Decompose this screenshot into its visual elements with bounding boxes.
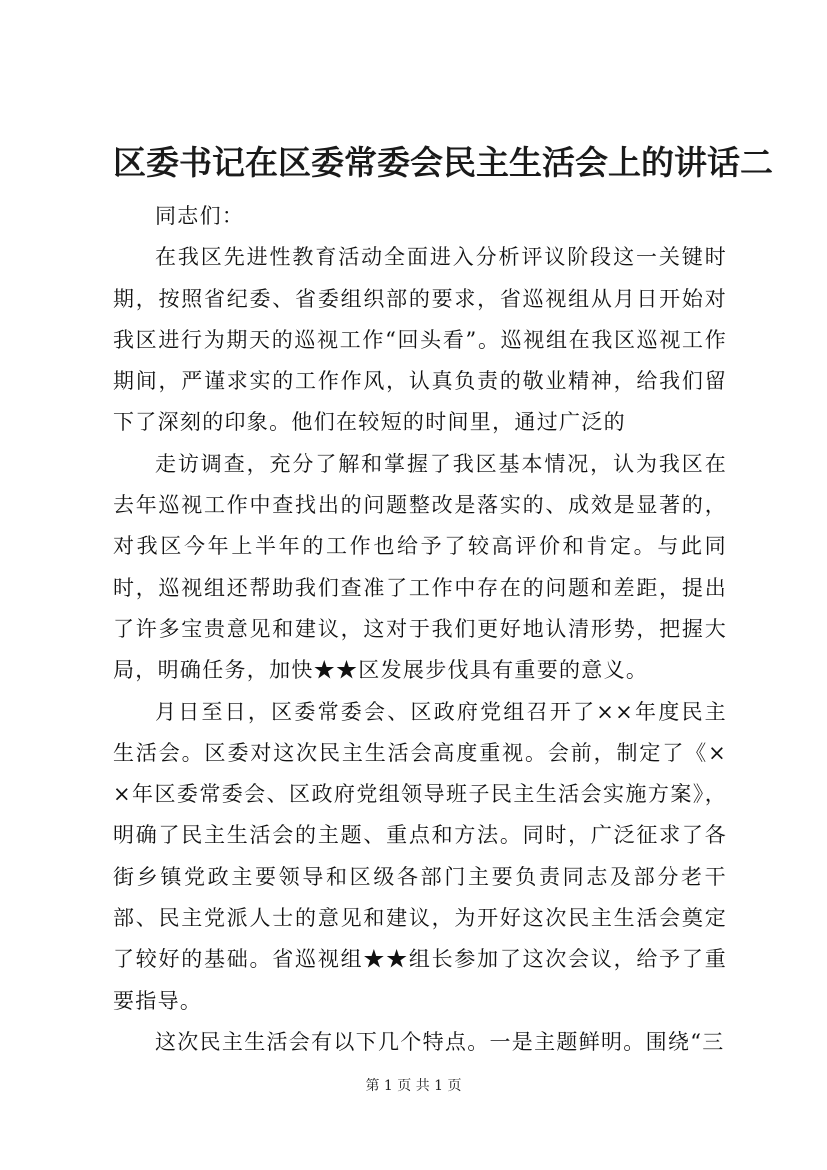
paragraph-3: 月日至日，区委常委会、区政府党组召开了××年度民主生活会。区委对这次民主生活会高度重视。会前，制定了《××年区委常委会、区政府党组领导班子民主生活会实施方案》，明确了民主生活会的主题、重点和方法。同时，广泛征求了各街乡镇党政主要领导和区级各部门主要负责同志及部分老干部、民主党派人士的意见和建议，为开好这次民主生活会奠定了较好的基础。省巡视组★★组长参加了这次会议，给予了重要指导。 xyxy=(113,699,727,1013)
document-title: 区委书记在区委常委会民主生活会上的讲话二 xyxy=(113,143,773,182)
paragraph-4: 这次民主生活会有以下几个特点。一是主题鲜明。围绕“三 xyxy=(155,1029,725,1054)
paragraph-2: 走访调查，充分了解和掌握了我区基本情况，认为我区在去年巡视工作中查找出的问题整改是落实的、成效是显著的，对我区今年上半年的工作也给予了较高评价和肯定。与此同时，巡视组还帮助我们查准了工作中存在的问题和差距，提出了许多宝贵意见和建议，这对于我们更好地认清形势，把握大局，明确任务，加快★★区发展步伐具有重要的意义。 xyxy=(113,451,727,683)
document-body xyxy=(113,196,727,1063)
page-indicator: 第 1 页 共 1 页 xyxy=(365,1078,462,1094)
greeting: 同志们： xyxy=(155,204,245,228)
paragraph-1: 在我区先进性教育活动全面进入分析评议阶段这一关键时期，按照省纪委、省委组织部的要求，省巡视组从月日开始对我区进行为期天的巡视工作“回头看”。巡视组在我区巡视工作期间，严谨求实的工作作风，认真负责的敬业精神，给我们留下了深刻的印象。他们在较短的时间里，通过广泛的 xyxy=(113,245,727,435)
